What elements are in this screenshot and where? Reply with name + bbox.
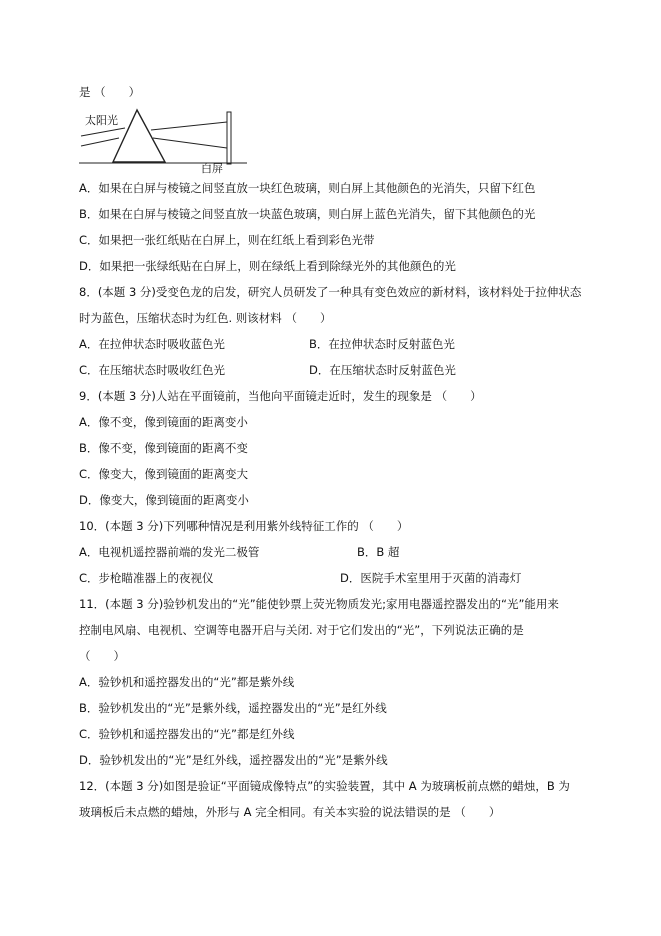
q9-option-d: D．像变大，像到镜面的距离变小	[79, 493, 249, 507]
q8-stem-line2: 时为蓝色，压缩状态时为红色. 则该材料 （ ）	[79, 311, 332, 325]
q8-option-b: B．在拉伸状态时反射蓝色光	[309, 337, 455, 351]
q9-option-b: B．像不变，像到镜面的距离不变	[79, 441, 248, 455]
q9-stem: 9．(本题 3 分)人站在平面镜前，当他向平面镜走近时，发生的现象是 （ ）	[79, 389, 482, 403]
spectrum-ray-bottom	[153, 138, 227, 148]
q11-stem-line3: （ ）	[79, 649, 125, 663]
q12-stem-line2: 玻璃板后未点燃的蜡烛，外形与 A 完全相同。有关本实验的说法错误的是 （ ）	[79, 805, 501, 819]
q8-option-a: A．在拉伸状态时吸收蓝色光	[79, 337, 225, 351]
prism-triangle	[113, 110, 165, 162]
q11-stem-line2: 控制电风扇、电视机、空调等电器开启与关闭. 对于它们发出的“光”，下列说法正确的是	[79, 623, 524, 637]
q8-option-c: C．在压缩状态时吸收红色光	[79, 363, 226, 377]
q10-option-a: A．电视机遥控器前端的发光二极管	[79, 545, 260, 559]
sunlight-ray-lower	[81, 138, 119, 146]
sunlight-ray-upper	[81, 128, 125, 136]
q10-option-b: B．B 超	[357, 545, 400, 559]
q11-option-c: C．验钞机和遥控器发出的“光”都是红外线	[79, 727, 295, 741]
q11-option-d: D．验钞机发出的“光”是红外线，遥控器发出的“光”是紫外线	[79, 753, 388, 767]
q11-stem-line1: 11．(本题 3 分)验钞机发出的“光”能使钞票上荧光物质发光;家用电器遥控器发出的“光”能用来	[79, 597, 559, 611]
q8-stem-line1: 8．(本题 3 分)受变色龙的启发，研究人员研发了一种具有变色效应的新材料，该材料处于拉伸状态	[79, 285, 582, 299]
q10-option-c: C．步枪瞄准器上的夜视仪	[79, 571, 214, 585]
q10-stem: 10．(本题 3 分)下列哪种情况是利用紫外线特征工作的 （ ）	[79, 519, 409, 533]
q8-option-d: D．在压缩状态时反射蓝色光	[309, 363, 456, 377]
prism-figure	[79, 108, 249, 174]
q10-option-d: D．医院手术室里用于灭菌的消毒灯	[340, 571, 522, 585]
q7-option-c: C．如果把一张红纸贴在白屏上，则在红纸上看到彩色光带	[79, 233, 375, 247]
q11-option-a: A．验钞机和遥控器发出的“光”都是紫外线	[79, 675, 295, 689]
q9-option-c: C．像变大，像到镜面的距离变大	[79, 467, 249, 481]
label-sunlight: 太阳光	[85, 114, 118, 127]
q7-option-d: D．如果把一张绿纸贴在白屏上，则在绿纸上看到除绿光外的其他颜色的光	[79, 259, 456, 273]
q7-option-a: A．如果在白屏与棱镜之间竖直放一块红色玻璃，则白屏上其他颜色的光消失，只留下红色	[79, 181, 536, 195]
q11-option-b: B．验钞机发出的“光”是紫外线，遥控器发出的“光”是红外线	[79, 701, 387, 715]
spectrum-ray-top	[151, 122, 227, 130]
q12-stem-line1: 12．(本题 3 分)如图是验证“平面镜成像特点”的实验装置，其中 A 为玻璃板前点燃的蜡烛，B 为	[79, 779, 570, 793]
q9-option-a: A．像不变，像到镜面的距离变小	[79, 415, 248, 429]
q7-stem-tail: 是 （ ）	[79, 85, 141, 99]
label-white-screen: 白屏	[201, 162, 223, 175]
q7-option-b: B．如果在白屏与棱镜之间竖直放一块蓝色玻璃，则白屏上蓝色光消失，留下其他颜色的光	[79, 207, 536, 221]
white-screen	[227, 112, 231, 164]
